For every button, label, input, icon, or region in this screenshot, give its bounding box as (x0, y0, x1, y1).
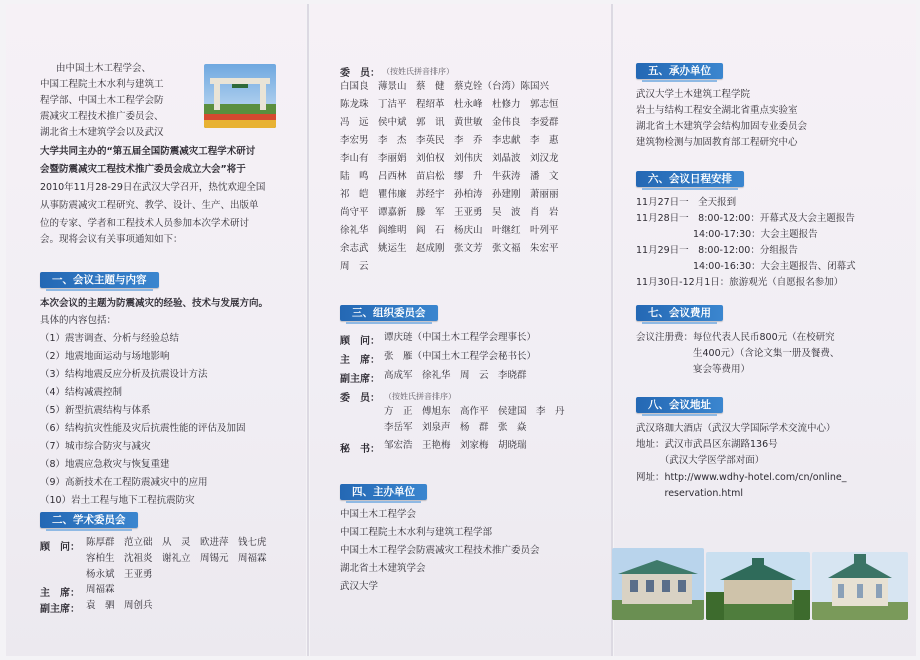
org-members-note: （按姓氏拼音排序） (384, 392, 456, 401)
org-advisor: 谭庆琏（中国土木工程学会理事长） (384, 332, 537, 343)
org-chair: 张 雁（中国土木工程学会秘书长） (384, 351, 537, 362)
host-item: 武汉大学土木建筑工程学院 (636, 89, 751, 100)
chair-label: 主 席： (40, 588, 80, 599)
intro-line: 震减灾工程技术推广委员会、 (40, 111, 164, 122)
section-header-theme: 一、会议主题与内容 (40, 272, 159, 288)
section-header-academic-committee: 二、学术委员会 (40, 512, 138, 528)
schedule-row: 11月28日一 8:00-12:00：开幕式及大会主题报告 (636, 213, 855, 224)
schedule-row: 14:00-17:30：大会主题报告 (636, 229, 818, 240)
section-header-venue: 八、会议地址 (636, 397, 723, 413)
member-row: 陆 鸣 吕西林 苗启松 缪 升 牛荻涛 潘 文 (340, 171, 559, 182)
topic-item: （5）新型抗震结构与体系 (40, 405, 151, 416)
member-row: 白国良 薄景山 蔡 健 蔡克铨（台湾）陈国兴 (340, 81, 550, 92)
topic-item: （6）结构抗灾性能及灾后抗震性能的评估及加固 (40, 423, 246, 434)
secretary-label: 秘 书： (340, 444, 380, 455)
intro-line: 由中国土木工程学会、 (56, 63, 152, 74)
topic-item: （4）结构减震控制 (40, 387, 123, 398)
org-advisor-label: 顾 问： (340, 336, 380, 347)
organizer-item: 武汉大学 (340, 581, 379, 592)
section-header-organizing-committee: 三、组织委员会 (340, 305, 438, 321)
secretary-names: 邹宏浩 王艳梅 刘家梅 胡晓瑞 (384, 440, 527, 451)
intro-line: 湖北省土木建筑学会以及武汉 (40, 127, 164, 138)
section-header-schedule: 六、会议日程安排 (636, 171, 744, 187)
organizer-item: 中国工程院土木水利与建筑工程学部 (340, 527, 493, 538)
host-item: 湖北省土木建筑学会结构加固专业委员会 (636, 121, 808, 132)
campus-gate-photo (204, 64, 276, 128)
members-note: （按姓氏拼音排序） (382, 67, 454, 76)
schedule-row: 11月27日一 全天报到 (636, 197, 737, 208)
intro-line: 中国工程院土木水利与建筑工 (40, 79, 164, 90)
topic-item: （3）结构地震反应分析及抗震设计方法 (40, 369, 208, 380)
intro-line: 程学部、中国土木工程学会防 (40, 95, 164, 106)
org-chair-label: 主 席： (340, 355, 380, 366)
venue-name: 武汉珞珈大酒店（武汉大学国际学术交流中心） (636, 423, 836, 434)
member-row: 尚守平 谭嘉新 滕 军 王亚勇 吴 波 肖 岩 (340, 207, 559, 218)
campus-building-photo (612, 548, 704, 620)
topic-item: （1）震害调查、分析与经验总结 (40, 333, 180, 344)
fee-line: 会议注册费：每位代表人民币800元（在校研究 (636, 332, 835, 343)
organizer-item: 中国土木工程学会 (340, 509, 417, 520)
topic-item: （10）岩土工程与地下工程抗震防灾 (40, 495, 195, 506)
topic-item: （7）城市综合防灾与减灾 (40, 441, 151, 452)
org-members-label: 委 员： (340, 393, 380, 404)
topic-item: （8）地震应急救灾与恢复重建 (40, 459, 170, 470)
section-header-fees: 七、会议费用 (636, 305, 723, 321)
org-members: 方 正 傅旭东 高作平 侯建国 李 丹 (384, 406, 565, 417)
organizer-item: 湖北省土木建筑学会 (340, 563, 426, 574)
intro-line: 大学共同主办的“第五届全国防震减灾工程学术研讨 (40, 146, 256, 157)
org-members: 李岳军 刘泉声 杨 群 张 焱 (384, 422, 527, 433)
fee-line: 生400元）（含论文集一册及餐费、 (636, 348, 840, 359)
theme-statement: 本次会议的主题为防震减灾的经验、技术与发展方向。 (40, 298, 269, 309)
content-intro: 具体的内容包括： (40, 315, 117, 326)
member-row: 陈龙珠 丁洁平 程绍革 杜永峰 杜修力 郭志恒 (340, 99, 559, 110)
intro-line: 位的专家、学者和工程技术人员参加本次学术研讨 (40, 218, 250, 229)
schedule-row: 14:00-16:30：大会主题报告、闭幕式 (636, 261, 856, 272)
historic-hall-photo (706, 552, 810, 620)
section-header-hosts: 五、承办单位 (636, 63, 723, 79)
advisors: 容柏生 沈祖炎 谢礼立 周锡元 周福霖 (86, 553, 267, 564)
advisor-label: 顾 问： (40, 542, 80, 553)
host-item: 建筑物检测与加固教育部工程研究中心 (636, 137, 798, 148)
vice-chair-names: 袁 驷 周创兵 (86, 600, 153, 611)
library-photo (812, 552, 908, 620)
member-row: 李山有 李丽娟 刘伯权 刘伟庆 刘晶波 刘汉龙 (340, 153, 559, 164)
member-row: 余志武 姚运生 赵成刚 张文芳 张文福 朱宏平 (340, 243, 559, 254)
topic-item: （9）高新技术在工程防震减灾中的应用 (40, 477, 208, 488)
fold-line (307, 4, 309, 656)
member-row: 冯 远 侯中斌 郭 讯 黄世敏 金伟良 李爱群 (340, 117, 559, 128)
intro-line: 会暨防震减灾工程技术推广委员会成立大会”将于 (40, 164, 246, 175)
members-label: 委 员： (340, 68, 380, 79)
organizer-item: 中国土木工程学会防震减灾工程技术推广委员会 (340, 545, 540, 556)
fee-line: 宴会等费用） (636, 364, 751, 375)
member-row: 祁 皑 瞿伟廉 苏经宇 孙柏涛 孙建刚 萧丽丽 (340, 189, 559, 200)
member-row: 周 云 (340, 261, 369, 272)
intro-line: 会。现将会议有关事项通知如下： (40, 234, 183, 245)
member-row: 李宏男 李 杰 李英民 李 乔 李忠献 李 惠 (340, 135, 559, 146)
topic-item: （2）地震地面运动与场地影响 (40, 351, 170, 362)
advisors: 陈厚群 范立础 从 灵 欧进萍 钱七虎 (86, 537, 267, 548)
host-item: 岩土与结构工程安全湖北省重点实验室 (636, 105, 798, 116)
org-vice: 高成军 徐礼华 周 云 李晓群 (384, 370, 527, 381)
venue-website[interactable]: reservation.html (636, 488, 744, 499)
venue-address: 地址：武汉市武昌区东湖路136号 (636, 439, 778, 450)
vice-chair-label: 副主席： (40, 604, 80, 615)
venue-website[interactable]: 网址：http://www.wdhy-hotel.com/cn/online_ (636, 472, 847, 483)
chair-name: 周福霖 (86, 584, 115, 595)
member-row: 徐礼华 阎维明 阎 石 杨庆山 叶继红 叶列平 (340, 225, 559, 236)
intro-line: 从事防震减灾工程研究、教学、设计、生产、出版单 (40, 200, 259, 211)
advisors: 杨永斌 王亚勇 (86, 569, 153, 580)
schedule-row: 11月29日一 8:00-12:00：分组报告 (636, 245, 798, 256)
intro-line: 2010年11月28-29日在武汉大学召开，热忱欢迎全国 (40, 182, 266, 193)
section-header-organizers: 四、主办单位 (340, 484, 427, 500)
org-vice-label: 副主席： (340, 374, 380, 385)
venue-address: （武汉大学医学部对面） (636, 455, 765, 466)
schedule-row: 11月30日-12月1日：旅游观光（自愿报名参加） (636, 277, 844, 288)
